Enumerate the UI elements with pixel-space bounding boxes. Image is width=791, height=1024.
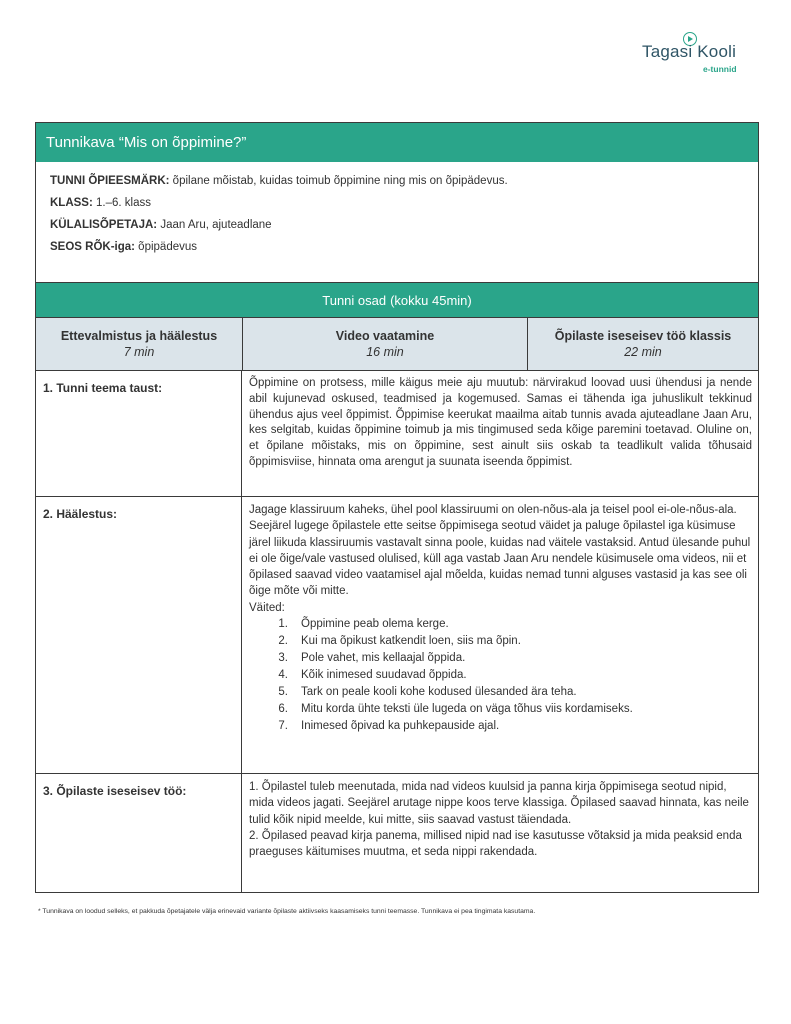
claim-item <box>249 633 752 650</box>
row-tuning <box>36 497 758 774</box>
phase-video <box>242 318 527 370</box>
claim-text: Tark on peale kooli kohe kodused ülesanded ära teha. <box>301 686 577 699</box>
claim-text: Pole vahet, mis kellaajal õppida. <box>301 652 466 665</box>
row-content <box>242 774 758 892</box>
phase-name: Video vaatamine <box>335 329 435 343</box>
lesson-plan-table <box>35 122 759 893</box>
claim-number: 6. <box>278 703 288 716</box>
info-value: õpipädevus <box>134 241 198 253</box>
info-curriculum-link <box>50 241 758 263</box>
tagasi-kooli-logo <box>640 30 750 80</box>
phase-name: Ettevalmistus ja häälestus <box>60 329 218 343</box>
row-independent-work <box>36 774 758 892</box>
lesson-title: Tunnikava “Mis on õppimine?” <box>46 134 247 151</box>
phase-time: 16 min <box>366 345 404 359</box>
info-goal <box>50 175 758 197</box>
info-value: 1.–6. klass <box>92 197 151 209</box>
row-label: 2. Häälestus: <box>36 497 242 773</box>
claim-item <box>249 701 752 718</box>
row-topic-background <box>36 371 758 497</box>
row-content <box>242 497 758 773</box>
row-text: Jagage klassiruum kaheks, ühel pool klassiruumi on olen-nõus-ala ja teisel pool ei-ole-nõus-ala. Seejärel lugege õpilastele ette seitse õppimisega seotud väidet ja paluge õpilastel iga küsimuse järel liikuda klassiruumis vastavalt sinna poole, kuidas nad väitele vastaksid. Antud ülesande puhul ei ole õige/vale vastused olulised, küll aga vastab Jaan Aru nendele küsimusele oma videos, nii et õpilased saavad video vaatamisel ajal mõelda, kuidas nemad tunni alguses vastasid ja kas see oli õige mõte või mitte. <box>249 504 751 598</box>
info-class <box>50 197 758 219</box>
row-text: Õppimine on protsess, mille käigus meie aju muutub: närvirakud loovad uusi ühendusi ja nende abil kujunevad oskused, teadmised ja kogemused. Samas ei tähenda iga juhuslikult tekkinud ühendus ajus veel õppimist. Õppimise keerukat maailma aitab tunnis avada ajuteadlane Jaan Aru, kes selgitab, kuidas õppimine toimub ja mis tingimused seda kõige paremini toetavad. Oluline on, et õpilane mõistaks, mis on õppimine, sest ainult siis oskab ta teadlikult valida tõhusaid õppimisviise, hinnata oma arengut ja suunata iseenda õppimist. <box>249 377 752 468</box>
parts-label: Tunni osad <box>322 292 387 308</box>
phase-name: Õpilaste iseseisev töö klassis <box>554 329 732 343</box>
info-label: KÜLALISÕPETAJA: <box>50 219 158 231</box>
phase-preparation <box>36 318 242 370</box>
claim-item <box>249 650 752 667</box>
claims-list <box>249 616 752 735</box>
claim-number: 3. <box>278 652 288 665</box>
phase-independent-work <box>527 318 758 370</box>
phase-header-row <box>36 317 758 371</box>
footnote: * Tunnikava on loodud selleks, et pakkuda õpetajatele välja erinevaid variante õpilaste aktiivseks kaasamiseks tunni teemasse. Tunnikava ei pea tingimata kasutama. <box>38 908 536 915</box>
claim-number: 7. <box>278 720 288 733</box>
row-label: 1. Tunni teema taust: <box>36 371 242 496</box>
row-label: 3. Õpilaste iseseisev töö: <box>36 774 242 892</box>
logo-subtitle: e-tunnid <box>703 64 737 74</box>
claims-label: Väited: <box>249 601 285 614</box>
claim-text: Õppimine peab olema kerge. <box>301 618 449 631</box>
claim-item <box>249 684 752 701</box>
claim-number: 5. <box>278 686 288 699</box>
claim-item <box>249 667 752 684</box>
claim-text: Inimesed õpivad ka puhkepauside ajal. <box>301 720 500 733</box>
claim-item <box>249 718 752 735</box>
info-label: SEOS RÕK-iga: <box>50 241 135 253</box>
claim-text: Mitu korda ühte teksti üle lugeda on väga tõhus viis kordamiseks. <box>301 703 633 716</box>
claim-text: Kui ma õpikust katkendit loen, siis ma õpin. <box>301 635 521 648</box>
row-paragraph: 2. Õpilased peavad kirja panema, millised nipid nad ise kasutusse võtaksid ja mida peaksid enda praeguses käitumises muutma, et seda nippi rakendada. <box>249 829 742 859</box>
lesson-info <box>36 162 758 283</box>
info-value: õpilane mõistab, kuidas toimub õppimine ning mis on õpipädevus. <box>169 175 508 187</box>
claim-item <box>249 616 752 633</box>
claim-number: 1. <box>278 618 288 631</box>
row-paragraph: 1. Õpilastel tuleb meenutada, mida nad videos kuulsid ja panna kirja õppimisega seotud nipid, mida videos jagati. Seejärel arutage nippe koos terve klassiga. Õpilased saavad hinnata, kas neile tulid kõik nipid meelde, kui mitte, siis saavad vastust täiendada. <box>249 781 749 826</box>
info-label: TUNNI ÕPIEESMÄRK: <box>50 175 170 187</box>
parts-total: (kokku 45min) <box>390 292 472 308</box>
claim-text: Kõik inimesed suudavad õppida. <box>301 669 467 682</box>
claim-number: 4. <box>278 669 288 682</box>
phase-time: 22 min <box>624 345 662 359</box>
info-value: Jaan Aru, ajuteadlane <box>157 219 272 231</box>
lesson-parts-bar <box>36 283 758 317</box>
phase-time: 7 min <box>123 345 155 359</box>
claim-number: 2. <box>278 635 288 648</box>
lesson-title-bar <box>36 123 758 162</box>
info-label: KLASS: <box>50 197 93 209</box>
logo-wordmark: Tagasi Kooli <box>642 42 737 61</box>
info-guest-teacher <box>50 219 758 241</box>
